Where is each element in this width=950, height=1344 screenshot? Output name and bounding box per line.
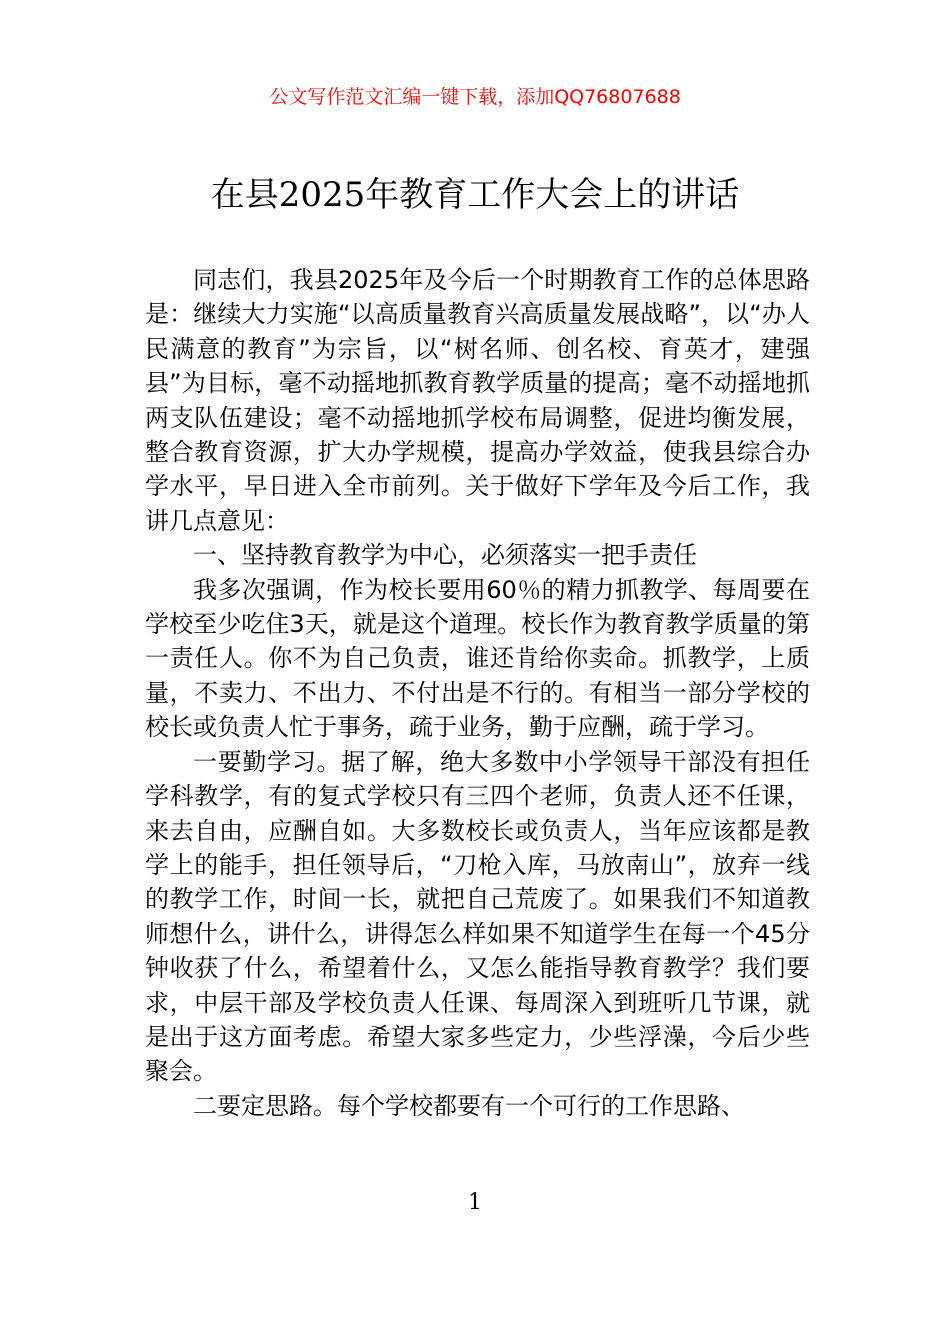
paragraph-principal-responsibility: 我多次强调，作为校长要用60％的精力抓教学、每周要在学校至少吃住3天，就是这个道理。校长作为教育教学质量的第一责任人。你不为自己负责，谁还肯给你卖命。抓教学，上质量，不卖力、不出力、不付出是不行的。有相当一部分学校的校长或负责人忙于事务，疏于业务，勤于应酬，疏于学习。 [145,575,810,742]
section-heading-one: 一、坚持教育教学为中心，必须落实一把手责任 [193,541,697,570]
paragraph-study-diligently: 一要勤学习。据了解，绝大多数中小学领导干部没有担任学科教学，有的复式学校只有三四个老师，负责人还不任课，来去自由，应酬自如。大多数校长或负责人，当年应该都是教学上的能手，担任领导后，“刀枪入库，马放南山”，放弃一线的教学工作，时间一长，就把自己荒废了。如果我们不知道教师想什么，讲什么，讲得怎么样如果不知道学生在每一个45分钟收获了什么，希望着什么，又怎么能指导教育教学？我们要求，中层干部及学校负责人任课、每周深入到班听几节课，就是出于这方面考虑。希望大家多些定力，少些浮澡，今后少些聚会。 [145,747,810,1086]
document-body [145,263,810,1123]
page-number: 1 [468,1190,482,1215]
paragraph-set-thinking: 二要定思路。每个学校都要有一个可行的工作思路、 [193,1091,745,1120]
paragraph-intro: 同志们，我县2025年及今后一个时期教育工作的总体思路是：继续大力实施“以高质量教育兴高质量发展战略”，以“办人民满意的教育”为宗旨，以“树名师、创名校、育英才，建强县”为目标，毫不动摇地抓教育教学质量的提高；毫不动摇地抓两支队伍建设；毫不动摇地抓学校布局调整，促进均衡发展，整合教育资源，扩大办学规模，提高办学效益，使我县综合办学水平，早日进入全市前列。关于做好下学年及今后工作，我讲几点意见： [145,266,810,535]
document-title: 在县2025年教育工作大会上的讲话 [210,175,740,215]
download-ad-note: 公文写作范文汇编一键下载，添加QQ76807688 [269,86,681,108]
